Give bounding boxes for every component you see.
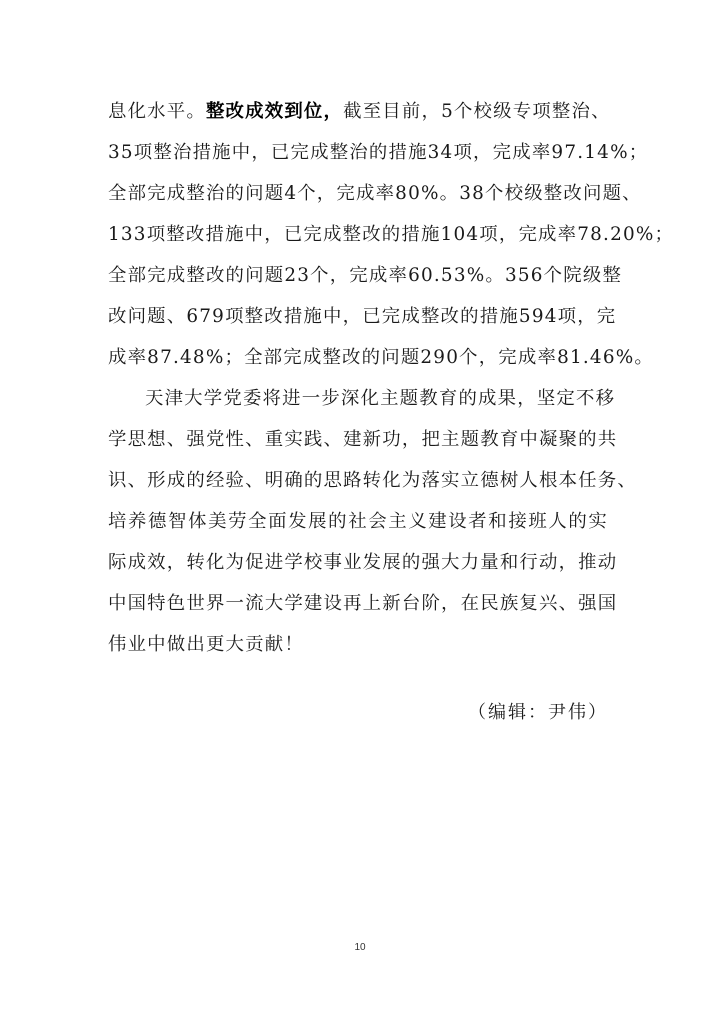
line-1-end: 截至目前，5个校级专项整治、	[343, 101, 611, 122]
paragraph-line-7: 成率87.48%；全部完成整改的问题290个，完成率81.46%。	[108, 347, 654, 368]
paragraph-line-3: 全部完成整治的问题4个，完成率80%。38个校级整改问题、	[108, 183, 642, 204]
paragraph-2-line-6: 中国特色世界一流大学建设再上新台阶，在民族复兴、强国	[108, 593, 618, 614]
paragraph-2-line-3: 识、形成的经验、明确的思路转化为落实立德树人根本任务、	[108, 470, 637, 491]
paragraph-line-6: 改问题、679项整改措施中，已完成整改的措施594项，完	[108, 306, 617, 327]
paragraph-line-4: 133项整改措施中，已完成整改的措施104项，完成率78.20%；	[108, 224, 675, 245]
paragraph-2-line-5: 际成效，转化为促进学校事业发展的强大力量和行动，推动	[108, 552, 618, 573]
bold-heading-text: 整改成效到位，	[205, 101, 344, 122]
paragraph-line-1	[108, 92, 611, 132]
line-1-start: 息化水平。	[108, 101, 206, 122]
paragraph-line-5: 全部完成整改的问题23个，完成率60.53%。356个院级整	[108, 265, 623, 286]
paragraph-2-line-7: 伟业中做出更大贡献！	[108, 634, 304, 655]
paragraph-2-line-2: 学思想、强党性、重实践、建新功，把主题教育中凝聚的共	[108, 429, 618, 450]
editor-credit: （编辑：尹伟）	[468, 702, 608, 723]
page-number: 10	[354, 942, 366, 953]
paragraph-line-2: 35项整治措施中，已完成整治的措施34项，完成率97.14%；	[108, 142, 649, 163]
paragraph-2-line-1: 天津大学党委将进一步深化主题教育的成果，坚定不移	[145, 388, 616, 409]
paragraph-2-line-4: 培养德智体美劳全面发展的社会主义建设者和接班人的实	[108, 511, 608, 532]
